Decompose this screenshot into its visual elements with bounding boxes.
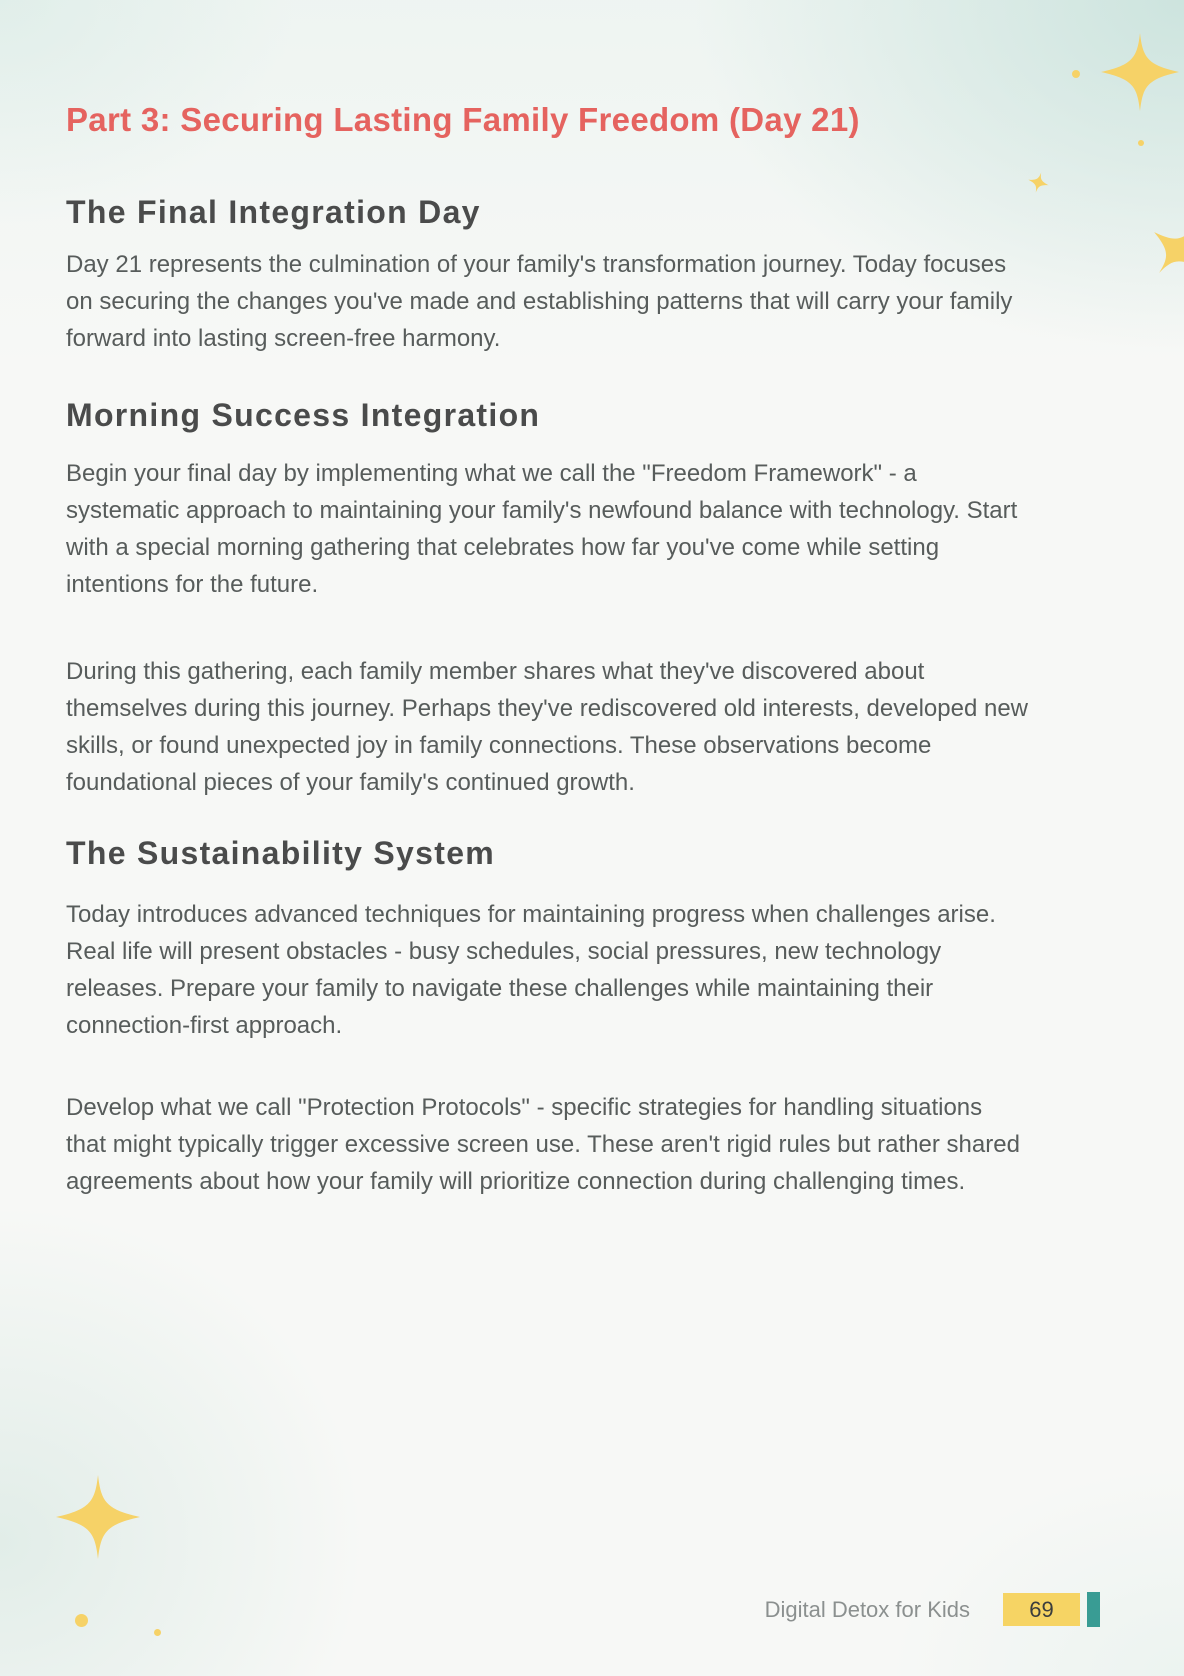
sparkle-star-icon (56, 1475, 140, 1559)
page-number-badge: 69 (1003, 1593, 1080, 1626)
section-heading-morning-success-integration: Morning Success Integration (66, 397, 541, 433)
footer-accent-bar (1087, 1592, 1100, 1627)
paragraph: During this gathering, each family member shares what they've discovered about themselves during this journey. Perhaps they've rediscovered old interests, developed new skills, or found unexpected joy in family connections. These observations become foundational pieces of your family's continued growth. (66, 658, 1029, 796)
page-footer (0, 1592, 1184, 1627)
paragraph: Develop what we call "Protection Protocols" - specific strategies for handling situations that might typically trigger excessive screen use. These aren't rigid rules but rather shared agreements about how your family will prioritize connection during challenging times. (66, 1094, 1020, 1195)
paragraph: Begin your final day by implementing what we call the "Freedom Framework" - a systematic approach to maintaining your family's newfound balance with technology. Start with a special morning gathering that celebrates how far you've come while setting intentions for the future. (66, 460, 1018, 598)
paragraph: Today introduces advanced techniques for maintaining progress when challenges arise. Real life will present obstacles - busy schedules, social pressures, new technology releases. Prepare your family to navigate these challenges while maintaining their connection-first approach. (66, 901, 996, 1039)
section-heading-sustainability-system: The Sustainability System (66, 835, 496, 871)
part-title: Part 3: Securing Lasting Family Freedom (Day 21) (66, 101, 860, 138)
book-title: Digital Detox for Kids (764, 1596, 970, 1622)
section-heading-final-integration-day: The Final Integration Day (66, 194, 481, 230)
sparkle-dot-icon (154, 1629, 161, 1636)
paragraph: Day 21 represents the culmination of your family's transformation journey. Today focuses on securing the changes you've made and establishing patterns that will carry your family forward into lasting screen-free harmony. (66, 251, 1013, 352)
